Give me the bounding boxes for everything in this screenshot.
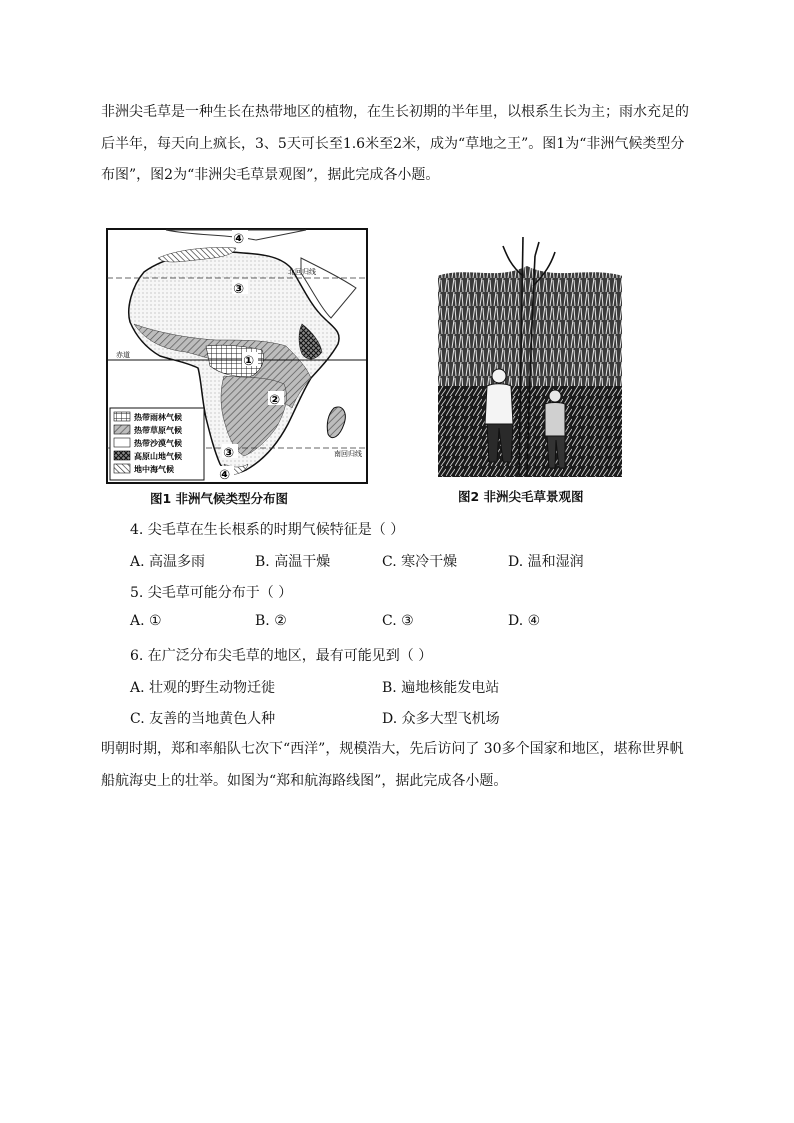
intro-paragraph-africa: 非洲尖毛草是一种生长在热带地区的植物，在生长初期的半年里，以根系生长为主；雨水充足的后半年，每天向上疯长，3、5天可长至1.6米至2米，成为“草地之王”。图1为“非洲气候类型分布图”，图2为“非洲尖毛草景观图”，据此完成各小题。: [101, 104, 689, 183]
q4-option-c: C. 寒冷干燥: [382, 554, 458, 570]
tall-grass-photo: [437, 236, 623, 478]
africa-climate-map: [106, 228, 368, 484]
legend-highland: 高原山地气候: [134, 452, 182, 461]
tropic-north-label: 北回归线: [288, 268, 316, 276]
legend-rainforest: 热带雨林气候: [134, 413, 182, 422]
tropic-south-label: 南回归线: [334, 450, 362, 458]
legend-mediterranean: 地中海气候: [134, 465, 174, 474]
legend-savanna: 热带草原气候: [134, 426, 182, 435]
q4-option-b: B. 高温干燥: [255, 554, 331, 570]
map-legend: [110, 408, 204, 480]
q6-option-a: A. 壮观的野生动物迁徙: [130, 680, 276, 696]
marker-3-north: ③: [233, 282, 245, 297]
marker-3-south: ③: [223, 446, 235, 461]
q6-option-b: B. 遍地核能发电站: [382, 680, 500, 696]
q5-option-d: D. ④: [508, 613, 541, 629]
question-4-stem: 4. 尖毛草在生长根系的时期气候特征是（ ）: [130, 522, 405, 538]
marker-4-south: ④: [219, 468, 231, 483]
question-5-stem: 5. 尖毛草可能分布于（ ）: [130, 585, 293, 601]
q6-option-d: D. 众多大型飞机场: [382, 711, 500, 727]
figure2-caption: 图2 非洲尖毛草景观图: [458, 489, 584, 504]
q4-option-a: A. 高温多雨: [130, 554, 206, 570]
q6-option-c: C. 友善的当地黄色人种: [130, 711, 276, 727]
intro-paragraph-zhenghe: 明朝时期，郑和率船队七次下“西洋”，规模浩大，先后访问了 30多个国家和地区，堪称世界帆船航海史上的壮举。如图为“郑和航海路线图”，据此完成各小题。: [101, 741, 684, 789]
q5-option-b: B. ②: [255, 613, 287, 629]
equator-label: 赤道: [116, 351, 130, 359]
marker-2: ②: [269, 393, 281, 408]
q5-option-c: C. ③: [382, 613, 414, 629]
q4-option-d: D. 温和湿润: [508, 554, 584, 570]
marker-4-north: ④: [233, 232, 245, 247]
marker-1: ①: [243, 354, 255, 369]
q5-option-a: A. ①: [130, 613, 162, 629]
legend-desert: 热带沙漠气候: [134, 439, 182, 448]
question-6-stem: 6. 在广泛分布尖毛草的地区，最有可能见到（ ）: [130, 648, 433, 664]
figure1-caption: 图1 非洲气候类型分布图: [150, 491, 289, 506]
